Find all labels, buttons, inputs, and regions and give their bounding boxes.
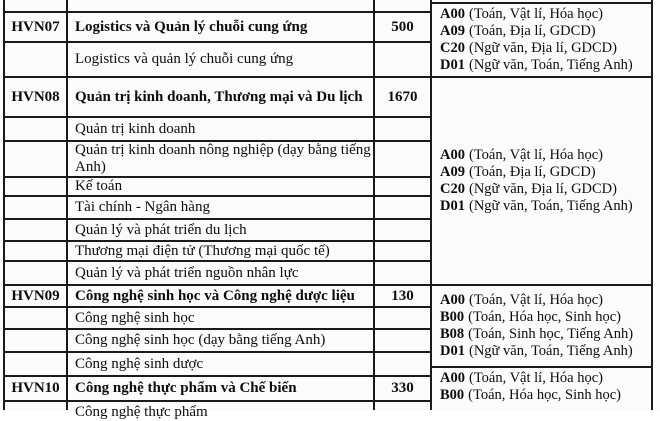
major-name: Công nghệ sinh học và Công nghệ dược liệu xyxy=(68,286,375,306)
sub-major-name: Thương mại điện tử (Thương mại quốc tế) xyxy=(68,242,375,260)
major-code-cell xyxy=(5,197,68,218)
combo-code: A00 xyxy=(440,292,465,308)
partial-row-top xyxy=(5,0,432,13)
combo-cell-hvn08 xyxy=(432,78,651,286)
combo-line xyxy=(440,326,651,343)
sub-major-name: Công nghệ sinh dược xyxy=(68,353,375,375)
quota-value: 130 xyxy=(375,286,432,306)
combo-code: B08 xyxy=(440,326,465,342)
quota-cell xyxy=(375,197,432,218)
partial-row-bottom xyxy=(5,402,432,420)
sub-major-row xyxy=(5,197,432,220)
combo-subjects: (Ngữ văn, Địa lí, GDCD) xyxy=(468,181,617,197)
sub-major-row xyxy=(5,43,432,78)
combo-code: A09 xyxy=(440,164,465,180)
major-code: HVN08 xyxy=(5,78,68,116)
combo-line xyxy=(440,6,651,23)
combo-code: B00 xyxy=(440,309,465,325)
combo-code: A00 xyxy=(440,370,465,386)
combo-subjects: (Ngữ văn, Toán, Tiếng Anh) xyxy=(468,57,633,73)
major-code-cell xyxy=(5,0,68,11)
combo-code: A09 xyxy=(440,23,465,39)
major-code-cell xyxy=(5,118,68,140)
quota-value: 500 xyxy=(375,13,432,41)
combo-line xyxy=(440,57,651,74)
combo-line xyxy=(440,147,651,164)
major-code: HVN10 xyxy=(5,377,68,400)
combo-subjects: (Ngữ văn, Toán, Tiếng Anh) xyxy=(468,198,633,214)
combo-subjects: (Toán, Địa lí, GDCD) xyxy=(468,23,596,39)
quota-cell xyxy=(375,242,432,260)
quota-cell xyxy=(375,262,432,284)
major-code-cell xyxy=(5,330,68,351)
quota-cell xyxy=(375,118,432,140)
combo-cell-hvn10 xyxy=(432,368,651,410)
combo-subjects: (Toán, Vật lí, Hóa học) xyxy=(468,147,603,163)
major-header-row xyxy=(5,286,432,308)
combo-line xyxy=(440,309,651,326)
combo-cell-hvn09 xyxy=(432,286,651,368)
combo-subjects: (Toán, Vật lí, Hóa học) xyxy=(468,370,603,386)
combo-code: A00 xyxy=(440,147,465,163)
major-code-cell xyxy=(5,43,68,76)
combination-column xyxy=(432,0,653,410)
sub-major-row xyxy=(5,142,432,178)
sub-major-name: Logistics và quản lý chuỗi cung ứng xyxy=(68,43,375,76)
major-code-cell xyxy=(5,262,68,284)
quota-cell xyxy=(375,178,432,195)
combo-subjects: (Toán, Vật lí, Hóa học) xyxy=(468,292,603,308)
major-code-cell xyxy=(5,220,68,240)
combo-line xyxy=(440,387,651,404)
combo-subjects: (Toán, Sinh học, Tiếng Anh) xyxy=(468,326,634,342)
quota-cell xyxy=(375,308,432,328)
combo-subjects: (Toán, Vật lí, Hóa học) xyxy=(468,6,603,22)
quota-value: 330 xyxy=(375,377,432,400)
quota-cell xyxy=(375,330,432,351)
combo-code: B00 xyxy=(440,387,465,403)
combo-subjects: (Toán, Hóa học, Sinh học) xyxy=(468,387,621,403)
major-header-row xyxy=(5,78,432,118)
sub-major-row xyxy=(5,308,432,330)
combo-line xyxy=(440,40,651,57)
combo-subjects: (Ngữ văn, Toán, Tiếng Anh) xyxy=(468,343,633,359)
combo-cell-hvn07 xyxy=(432,4,651,78)
major-name: Công nghệ thực phẩm và Chế biến xyxy=(68,377,375,400)
combo-line xyxy=(440,198,651,215)
combo-line xyxy=(440,343,651,360)
combo-line xyxy=(440,181,651,198)
major-code-cell xyxy=(5,353,68,375)
combo-code: C20 xyxy=(440,40,465,56)
sub-major-row xyxy=(5,220,432,242)
sub-major-name: Tài chính - Ngân hàng xyxy=(68,197,375,218)
major-code: HVN09 xyxy=(5,286,68,306)
sub-major-row xyxy=(5,262,432,286)
sub-major-row xyxy=(5,242,432,262)
combo-line xyxy=(440,292,651,309)
quota-cell xyxy=(375,0,432,11)
combo-line xyxy=(440,23,651,40)
sub-major-name: Công nghệ sinh học (dạy bằng tiếng Anh) xyxy=(68,330,375,351)
major-name: Quản trị kinh doanh, Thương mại và Du lịch xyxy=(68,78,375,116)
combo-code: D01 xyxy=(440,198,465,214)
sub-major-name: Quản lý và phát triển nguồn nhân lực xyxy=(68,262,375,284)
sub-major-row xyxy=(5,118,432,142)
major-code-cell xyxy=(5,402,68,410)
sub-major-name: Công nghệ sinh học xyxy=(68,308,375,328)
combo-code: D01 xyxy=(440,343,465,359)
sub-major-name: Kế toán xyxy=(68,178,375,195)
sub-major-name: Quản trị kinh doanh xyxy=(68,118,375,140)
sub-major-row xyxy=(5,330,432,353)
sub-major-name: Công nghệ thực phẩm xyxy=(68,402,375,410)
major-name: Logistics và Quản lý chuỗi cung ứng xyxy=(68,13,375,41)
combo-line xyxy=(440,370,651,387)
sub-major-row xyxy=(5,178,432,197)
majors-table xyxy=(3,0,432,420)
combo-code: A00 xyxy=(440,6,465,22)
quota-value: 1670 xyxy=(375,78,432,116)
sub-major-name: Quản lý và phát triển du lịch xyxy=(68,220,375,240)
combo-code: D01 xyxy=(440,57,465,73)
quota-cell xyxy=(375,402,432,410)
quota-cell xyxy=(375,43,432,76)
major-code: HVN07 xyxy=(5,13,68,41)
combo-code: C20 xyxy=(440,181,465,197)
major-code-cell xyxy=(5,178,68,195)
combo-subjects: (Toán, Hóa học, Sinh học) xyxy=(468,309,621,325)
major-header-row xyxy=(5,13,432,43)
major-code-cell xyxy=(5,142,68,176)
major-code-cell xyxy=(5,308,68,328)
quota-cell xyxy=(375,353,432,375)
major-name-cell xyxy=(68,0,375,11)
combo-line xyxy=(440,164,651,181)
quota-cell xyxy=(375,220,432,240)
sub-major-row xyxy=(5,353,432,377)
sub-major-name: Quản trị kinh doanh nông nghiệp (dạy bằng tiếng Anh) xyxy=(68,142,375,176)
quota-cell xyxy=(375,142,432,176)
combo-subjects: (Ngữ văn, Địa lí, GDCD) xyxy=(468,40,617,56)
combo-subjects: (Toán, Địa lí, GDCD) xyxy=(468,164,596,180)
major-code-cell xyxy=(5,242,68,260)
major-header-row xyxy=(5,377,432,402)
